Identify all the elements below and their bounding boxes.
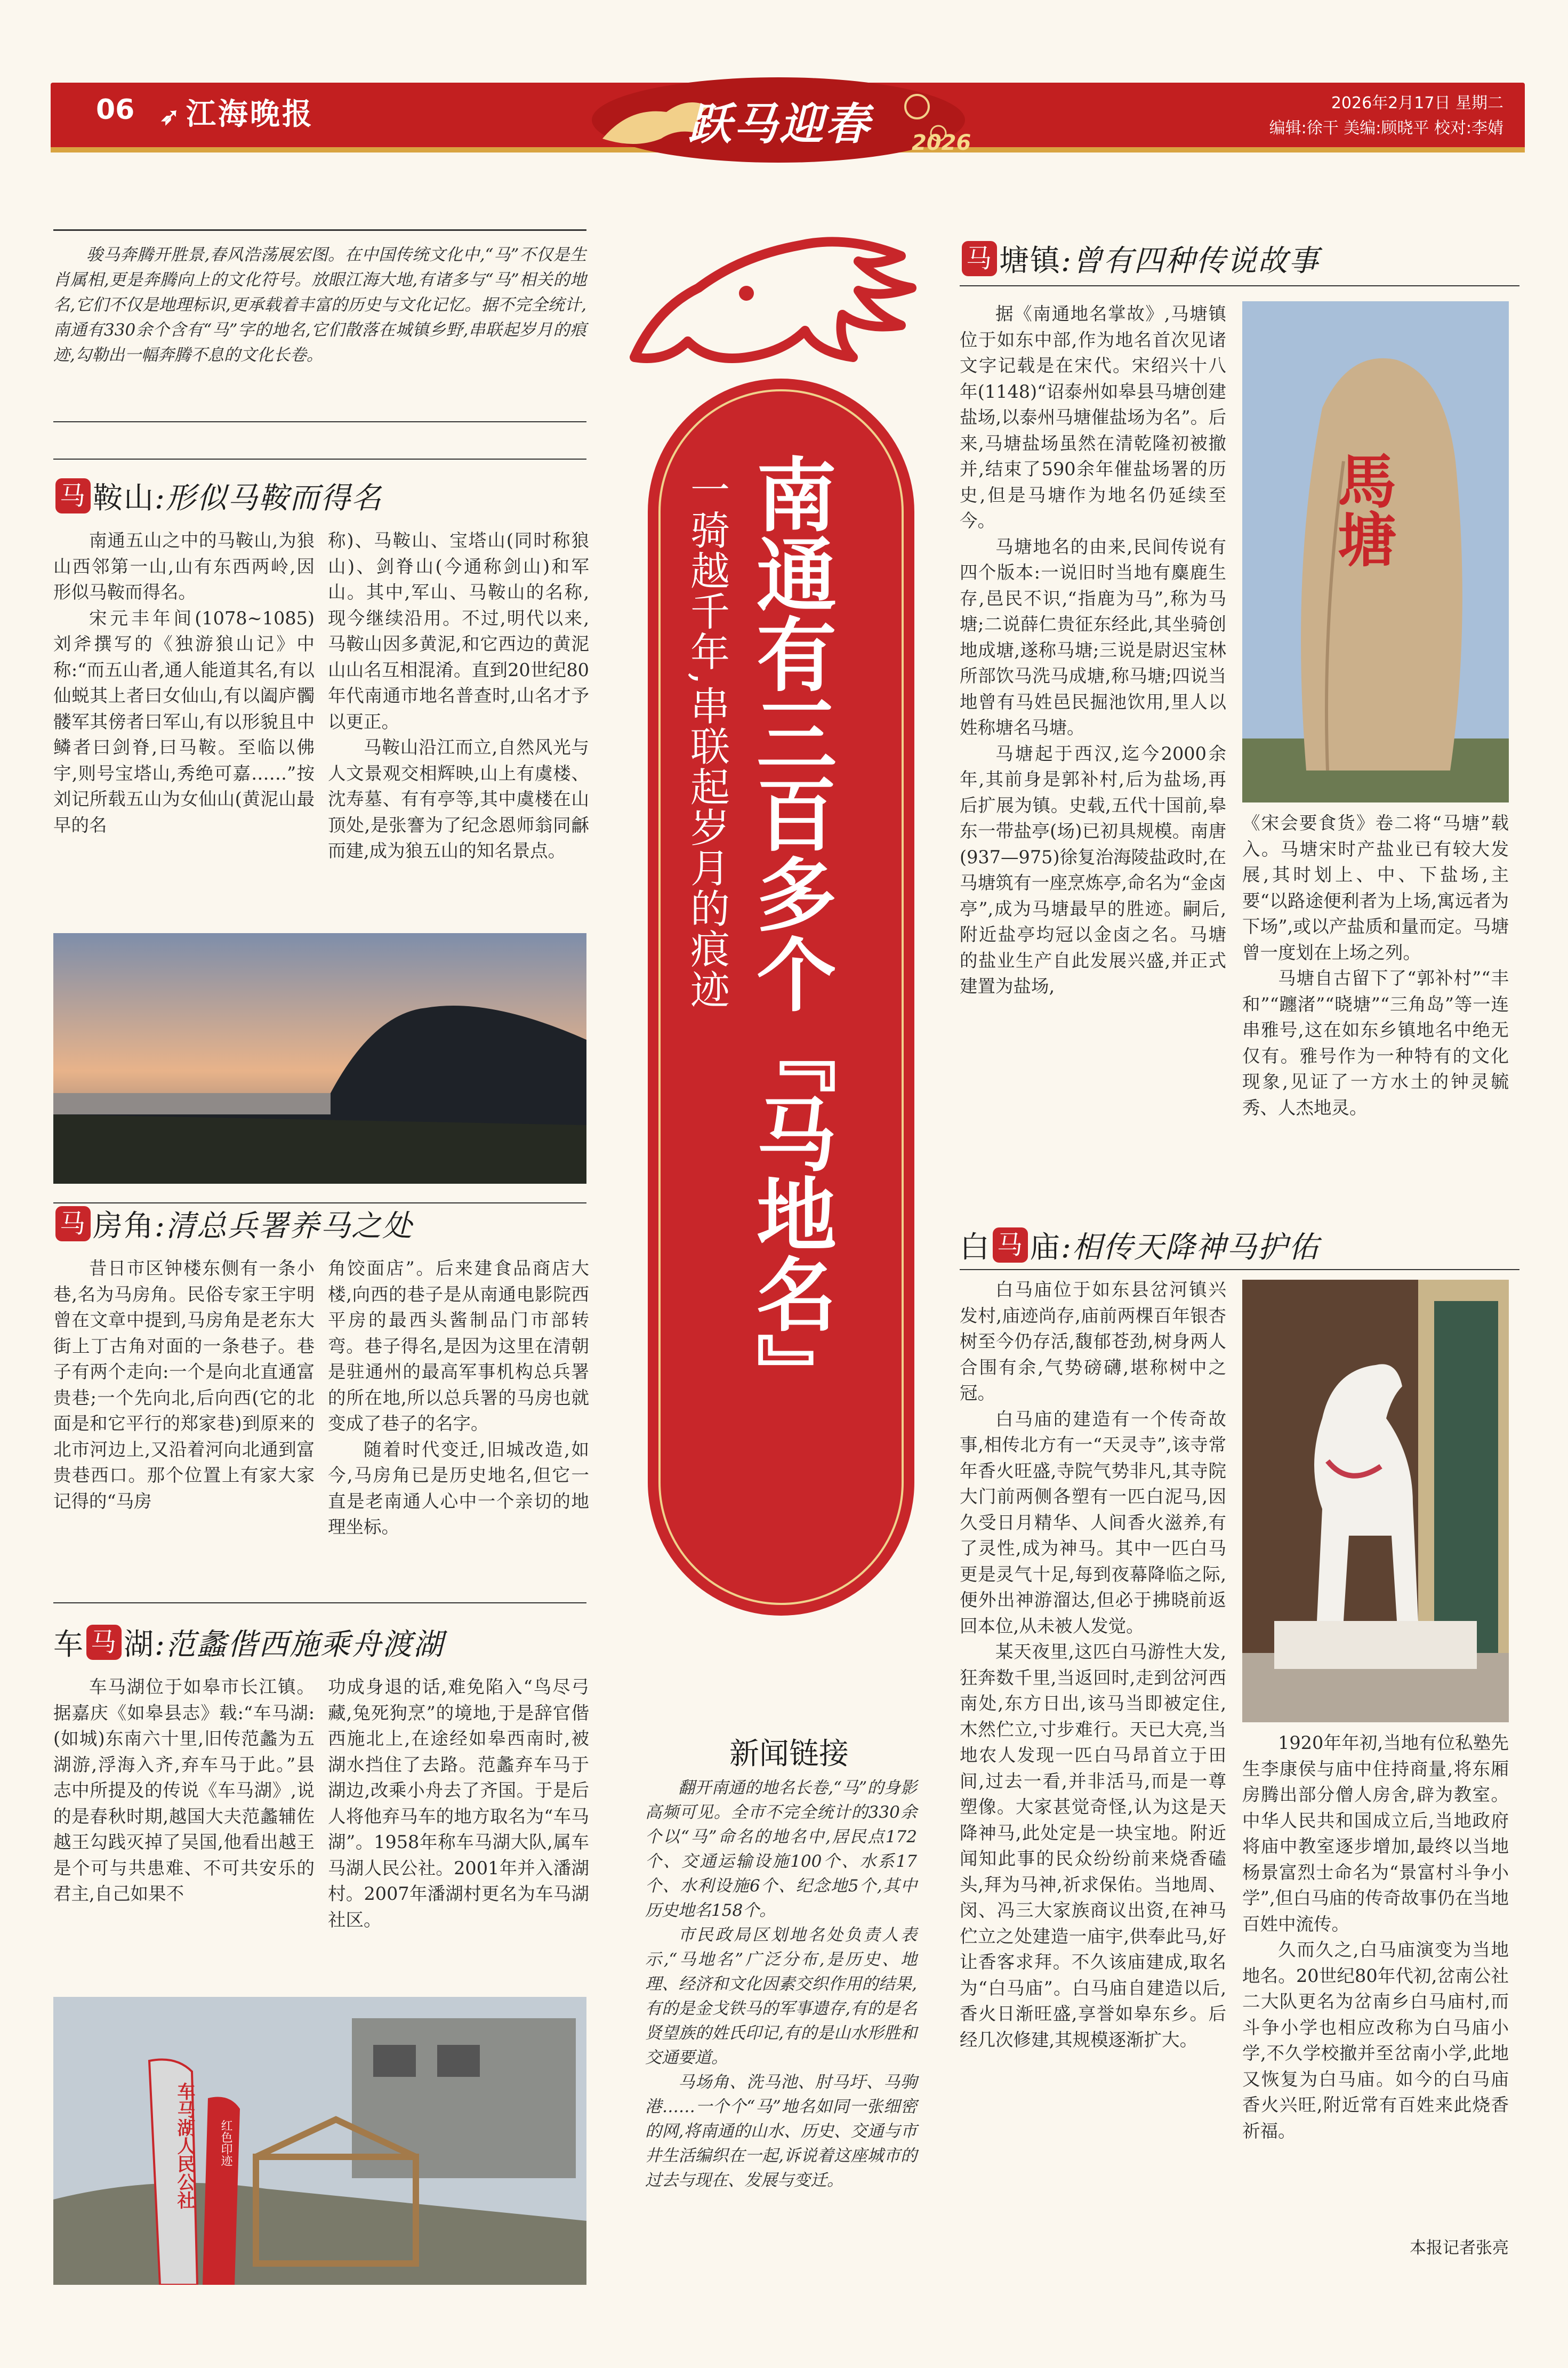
mafangjiao-col2: [328, 1256, 589, 1540]
matang-stone-photo: [1242, 301, 1509, 802]
paragraph: 角饺面店”。后来建食品商店大楼,向西的巷子是从南通电影院西平房的最西头酱制品门市部转弯。巷子得名,是因为这里在清朝是驻通州的最高军事机构总兵署的所在地,所以总兵署的马房也就变成了巷子的名字。: [328, 1258, 589, 1434]
news-paragraph: 市民政局区划地名处负责人表示,“马地名”广泛分布,是历史、地理、经济和文化因素交织作用的结果,有的是金戈铁马的军事遗存,有的是名贤望族的姓氏印记,有的是山水形胜和交通要道。: [645, 1925, 917, 2067]
headline-title: 南通有三百多个『马地名』: [743, 453, 835, 1413]
page-number: 06: [96, 94, 135, 126]
chemahu-pre: 车: [53, 1627, 84, 1662]
byline: 本报记者张亮: [1410, 2238, 1509, 2258]
news-paragraph: 马场角、洗马池、肘马圩、马驹港……一个个“马”地名如同一张细密的网,将南通的山水、历史、交通与市井生活编织在一起,诉说着这座城市的过去与现在、发展与变迁。: [645, 2073, 917, 2190]
intro-top-rule: [53, 229, 586, 231]
mafangjiao-col1: [53, 1256, 315, 1514]
paragraph: 据《南通地名掌故》,马塘镇位于如东中部,作为地名首次见诸文字记载是在宋代。宋绍兴十八年(1148)“诏泰州如皋县马塘创建盐场,以泰州马塘催盐场为名”。后来,马塘盐场虽然在清乾隆初被撤并,结束了590余年催盐场署的历史,但是马塘作为地名仍延续至今。: [960, 303, 1226, 531]
logo-icon: ➶: [160, 103, 182, 130]
news-link-title: 新闻链接: [729, 1737, 849, 1771]
matang-subtitle: :曾有四种传说故事: [1061, 244, 1320, 278]
horse-mark-badge: 马: [962, 241, 997, 276]
horse-mark-badge: 马: [993, 1227, 1028, 1263]
maanshan-col2: [328, 528, 589, 864]
paragraph: 白马庙的建造有一个传奇故事,相传北方有一“天灵寺”,该寺常年香火旺盛,寺院气势非凡,其寺院大门前两侧各塑有一匹白泥马,因久受日月精华、人间香火滋养,有了灵性,成为神马。其中一匹白马更是灵气十足,每到夜幕降临之际,便外出神游溜达,但必于拂晓前返回本位,从未被人发觉。: [960, 1408, 1226, 1636]
chemahu-col1: [53, 1674, 315, 1907]
paragraph: 随着时代变迁,旧城改造,如今,马房角已是历史地名,但它一直是老南通人心中一个亲切的地理坐标。: [328, 1439, 589, 1537]
baimamiao-name: 庙: [1030, 1230, 1061, 1265]
matang-heading: [960, 237, 1320, 280]
chemahu-name: 湖: [124, 1627, 155, 1662]
paragraph: 车马湖位于如皋市长江镇。据嘉庆《如皋县志》载:“车马湖:(如城)东南六十里,旧传范蠡为五湖游,浮海入齐,弃车马于此。”县志中所提及的传说《车马湖》,说的是春秋时期,越国大夫范蠡辅佐越王勾践灭掉了吴国,他看出越王是个可与共患难、不可共安乐的君主,自己如果不: [53, 1676, 315, 1904]
maanshan-heading: [53, 475, 382, 517]
maanshan-col1: [53, 528, 315, 838]
paragraph: 南通五山之中的马鞍山,为狼山西邻第一山,山有东西两岭,因形似马鞍而得名。: [53, 530, 315, 603]
intro-bottom-rule: [53, 421, 586, 422]
editor-credits: 编辑:徐干 美编:顾晓平 校对:李婧: [1269, 119, 1503, 138]
banner-title: 跃马迎春: [688, 99, 871, 150]
chemahu-sign-photo: [53, 1997, 586, 2285]
chemahu-col2: [328, 1674, 589, 1933]
chemahu-subtitle: :范蠡偕西施乘舟渡湖: [155, 1627, 444, 1662]
news-paragraph: 翻开南通的地名长卷,“马”的身影高频可见。全市不完全统计的330余个以“马”命名的地名中,居民点172个、交通运输设施100个、水系17个、水利设施6个、纪念地5个,其中历史地名158个。: [645, 1778, 917, 1920]
horse-mark-badge: 马: [86, 1625, 122, 1660]
white-horse-statue-photo: [1242, 1280, 1509, 1722]
paragraph: 昔日市区钟楼东侧有一条小巷,名为马房角。民俗专家王宇明曾在文章中提到,马房角是老东大街上丁古角对面的一条巷子。巷子有两个走向:一个是向北直通富贵巷;一个先向北,后向西(它的北面是和它平行的郑家巷)到原来的北市河边上,又沿着河向北通到富贵巷西口。那个位置上有家大家记得的“马房: [53, 1258, 315, 1512]
logo-text: 江海晚报: [186, 97, 314, 132]
chemahu-rule: [53, 1602, 586, 1603]
mafangjiao-name: 房角: [93, 1209, 155, 1243]
horse-head-icon: [624, 224, 922, 368]
paragraph: 1920年年初,当地有位私塾先生李康侯与庙中住持商量,将东厢房腾出部分僧人房舍,辟为教室。中华人民共和国成立后,当地政府将庙中教室逐步增加,最终以当地杨景富烈士命名为“景富村斗争小学”,但白马庙的传奇故事仍在当地百姓中流传。: [1242, 1732, 1509, 1934]
village-scene-icon: [53, 1997, 586, 2285]
white-horse-icon: [1242, 1280, 1509, 1722]
paragraph: 宋元丰年间(1078~1085)刘斧撰写的《独游狼山记》中称:“而五山者,通人能道其名,有以仙蜕其上者曰女仙山,有以阖庐髑髅军其傍者曰军山,有以形貌且中鳞者曰剑脊,曰马鞍。至临以佛宇,则号宝塔山,秀绝可嘉……”按刘记所载五山为女仙山(黄泥山最早的名: [53, 607, 315, 836]
paragraph: 功成身退的话,难免陷入“鸟尽弓藏,兔死狗烹”的境地,于是辞官偕西施北上,在途经如皋西南时,被湖水挡住了去路。范蠡弃车马于湖边,改乘小舟去了齐国。于是后人将他弃马车的地方取名为“车马湖”。1958年称车马湖大队,属车马湖人民公社。2001年并入潘湖村。2007年潘湖村更名为车马湖社区。: [328, 1676, 589, 1930]
horse-mark-badge: 马: [55, 1206, 91, 1241]
maanshan-rule: [53, 459, 586, 460]
horse-mark-badge: 马: [55, 478, 91, 513]
maanshan-subtitle: :形似马鞍而得名: [155, 481, 382, 516]
paragraph: 某天夜里,这匹白马游性大发,狂奔数千里,当返回时,走到岔河西南处,东方日出,该马当即被定住,木然伫立,寸步难行。天已大亮,当地农人发现一匹白马昂首立于田间,过去一看,并非活马,而是一尊塑像。大家甚觉奇怪,认为这是天降神马,此处定是一块宝地。附近闻知此事的民众纷纷前来烧香磕头,拜为马神,祈求保佑。当地周、闵、冯三大家族商议出资,在神马伫立之处建造一庙宇,供奉此马,好让香客求拜。不久该庙建成,取名为“白马庙”。白马庙自建造以后,香火日渐旺盛,享誉如皋东乡。后经几次修建,其规模逐渐扩大。: [960, 1641, 1226, 2050]
baimamiao-heading: [960, 1224, 1320, 1266]
news-link-body: [645, 1776, 917, 2193]
chemahu-heading: [53, 1621, 444, 1664]
paragraph: 白马庙位于如东县岔河镇兴发村,庙迹尚存,庙前两棵百年银杏树至今仍存活,馥郁苍劲,树身两人合围有余,气势磅礴,堪称树中之冠。: [960, 1279, 1226, 1403]
baimamiao-rule: [960, 1269, 1519, 1270]
banner-year: 2026: [912, 131, 971, 155]
paragraph: 马鞍山沿江而立,自然风光与人文景观交相辉映,山上有虞楼、沈寿墓、有有亭等,其中虞楼在山顶处,是张謇为了纪念恩师翁同龢而建,成为狼五山的知名景点。: [328, 737, 589, 861]
mafangjiao-heading: [53, 1202, 413, 1245]
baimamiao-col1: [960, 1277, 1226, 2053]
paragraph: 久而久之,白马庙演变为当地地名。20世纪80年代初,岔南公社二大队更名为岔南乡白马庙村,而斗争小学也相应改称为白马庙小学,不久学校撤并至岔南小学,此地又恢复为白马庙。如今的白马庙香火兴旺,附近常有百姓来此烧香祈福。: [1242, 1939, 1509, 2141]
baimamiao-subtitle: :相传天降神马护佑: [1061, 1230, 1320, 1265]
baimamiao-col2: [1242, 1730, 1509, 2144]
matang-col1: [960, 301, 1226, 1000]
paragraph: 马塘自古留下了“郭补村”“丰和”“躔渚”“晓塘”“三角岛”等一连串雅号,这在如东乡镇地名中绝无仅有。雅号作为一种特有的文化现象,见证了一方水土的钟灵毓秀、人杰地灵。: [1242, 968, 1509, 1118]
maanshan-sunset-photo: [53, 933, 586, 1184]
intro-paragraph: 骏马奔腾开胜景,春风浩荡展宏图。在中国传统文化中,“马”不仅是生肖属相,更是奔腾向上的文化符号。放眼江海大地,有诸多与“马”相关的地名,它们不仅是地理标识,更承载着丰富的历史与文化记忆。据不完全统计,南通有330余个含有“马”字的地名,它们散落在城镇乡野,串联起岁月的痕迹,勾勒出一幅奔腾不息的文化长卷。: [53, 245, 586, 365]
paragraph: 《宋会要食货》卷二将“马塘”载入。马塘宋时产盐业已有较大发展,其时划上、中、下盐场,主要“以路途便利者为上场,寓远者为下场”,或以产盐质和量而定。马塘曾一度划在上场之列。: [1242, 813, 1509, 963]
baimamiao-pre: 白: [960, 1230, 991, 1265]
chemahu-sign-text: 车马湖人民公社: [174, 2082, 195, 2209]
chemahu-sign-badge: 红色印迹: [219, 2120, 232, 2166]
stone-inscription: 馬塘: [1328, 451, 1397, 568]
newspaper-logo: [160, 91, 314, 133]
paragraph: 称)、马鞍山、宝塔山(同时称狼山)、剑脊山(今通称剑山)和军山。其中,军山、马鞍山的名称,现今继续沿用。不过,明代以来,马鞍山因多黄泥,和它西边的黄泥山山名互相混淆。直到20世纪80年代南通市地名普查时,山名才予以更正。: [328, 530, 589, 732]
matang-rule: [960, 285, 1519, 286]
paragraph: 马塘地名的由来,民间传说有四个版本:一说旧时当地有麋鹿生存,邑民不识,“指鹿为马”,称为马塘;二说薛仁贵征东经此,其坐骑创地成塘,遂称马塘;三说是尉迟宝林所部饮马洗马成塘,称马塘;四说当地曾有马姓邑民掘池饮用,里人以姓称塘名马塘。: [960, 536, 1226, 738]
intro-text: [53, 243, 586, 368]
mafangjiao-subtitle: :清总兵署养马之处: [155, 1209, 413, 1243]
matang-col2: [1242, 810, 1509, 1121]
maanshan-name: 鞍山: [93, 481, 155, 516]
issue-date: 2026年2月17日 星期二: [1331, 94, 1503, 113]
paragraph: 马塘起于西汉,迄今2000余年,其前身是郭补村,后为盐场,再后扩展为镇。史载,五代十国前,皋东一带盐亭(场)已初具规模。南唐(937—975)徐复治海陵盐政时,在马塘筑有一座烹炼亭,命名为“金卤亭”,成为马塘最早的胜迹。嗣后,附近盐亭均冠以金卤之名。马塘的盐业生产自此发展兴盛,并正式建置为盐场,: [960, 743, 1226, 997]
headline-subtitle: 一骑越千年,串联起岁月的痕迹: [684, 469, 730, 1010]
matang-name: 塘镇: [999, 244, 1061, 278]
